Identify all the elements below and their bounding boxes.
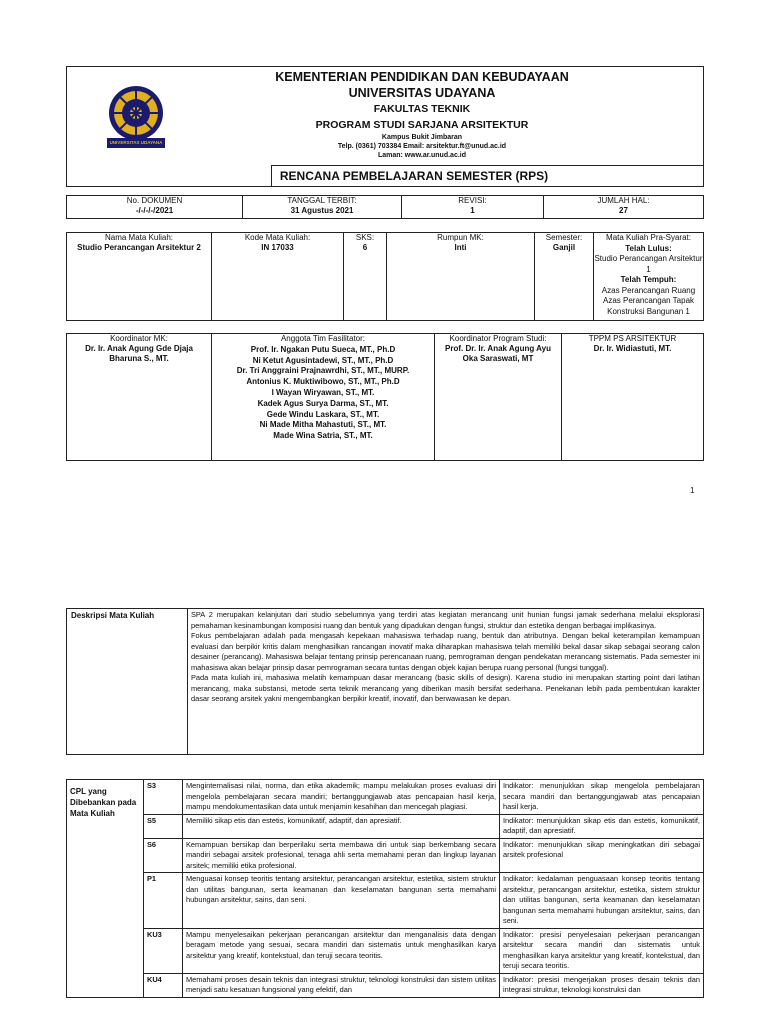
course-info-table <box>66 232 704 321</box>
facilitator-name: Prof. Ir. Ngakan Putu Sueca, MT., Ph.D <box>250 344 396 354</box>
doc-number-label: No. DOKUMEN <box>126 196 183 205</box>
cpl-description: Memahami proses desain teknis dan integrasi struktur, teknologi konstruksi dan sistem utilitas menjadi satu kesatuan fungsional yang efektif, dan <box>183 973 500 997</box>
facilitator-name: Made Wina Satria, ST., MT. <box>273 431 373 441</box>
facilitator-name: Gede Windu Laskara, ST., MT. <box>266 409 380 419</box>
logo-text: UNIVERSITAS UDAYANA <box>109 140 163 145</box>
cpl-indicator: Indikator: kedalaman penguasaan konsep teoritis tentang arsitektur, perancangan arsitektur, estetika, sistem struktur dan utilitas bangunan, serta keamanan dan keselamatan bangunan serta memahami hubungan arsitektur, sains, dan seni. <box>500 873 704 929</box>
taken-label: Telah Tempuh: <box>620 275 677 284</box>
cpl-indicator: Indikator: menunjukkan sikap etis dan estetis, komunikatif, adaptif, dan apresiatif. <box>500 814 704 838</box>
tppm-label: TPPM PS ARSITEKTUR <box>588 334 677 343</box>
description-label: Deskripsi Mata Kuliah <box>67 609 188 755</box>
sks-label: SKS: <box>355 233 375 242</box>
cpl-indicator: Indikator: presisi penyelesaian pekerjaan perancangan arsitektur secara mandiri dan sistematis untuk menghasilkan karya arsitektur yang kreatif, kontekstual, dan teruji secara teoritis. <box>500 928 704 973</box>
facilitator-name: Kadek Agus Surya Darma, ST., MT. <box>257 398 389 408</box>
cpl-description: Menginternalisasi nilai, norma, dan etika akademik; mampu melakukan proses evaluasi diri mengelola pembelajaran secara mandiri; bertanggungjawab atas pencapaian hasil kerja, mampu mendokumentasikan data untuk menjamin kesahihan dan mencegah plagiasi. <box>183 780 500 815</box>
issue-date-label: TANGGAL TERBIT: <box>287 196 357 205</box>
team-table <box>66 333 704 461</box>
course-group-value: Inti <box>454 243 467 252</box>
course-code-value: IN 17033 <box>261 243 294 252</box>
page-count-value: 27 <box>619 206 628 215</box>
cpl-description: Kemampuan bersikap dan berperilaku serta membawa diri untuk siap berkembang secara mandiri sebagai arsitek profesional, tenaga ahli serta memahami peran dan lingkup layanan arsitek; memiliki etika profesional. <box>183 838 500 873</box>
tppm-value: Dr. Ir. Widiastuti, MT. <box>593 344 672 353</box>
doc-number-value: -/-/-/-/2021 <box>135 206 174 215</box>
taken-item: Konstruksi Bangunan 1 <box>607 306 690 316</box>
revision-value: 1 <box>470 206 475 215</box>
cpl-description: Memiliki sikap etis dan estetis, komunikatif, adaptif, dan apresiatif. <box>183 814 500 838</box>
ministry-name: KEMENTERIAN PENDIDIKAN DAN KEBUDAYAAN <box>275 70 569 84</box>
campus-address: Kampus Bukit Jimbaran <box>381 134 463 141</box>
facilitator-name: I Wayan Wiryawan, ST., MT. <box>271 387 375 397</box>
cpl-table <box>66 779 704 998</box>
course-coordinator-label: Koordinator MK: <box>110 334 168 343</box>
passed-label: Telah Lulus: <box>625 243 672 253</box>
facilitator-name: Ni Made Mitha Mahastuti, ST., MT. <box>259 420 387 430</box>
cpl-description: Mampu menyelesaikan pekerjaan perancangan arsitektur dan menganalisis data dengan beragam metode yang sesuai, secara mandiri dan sistematis untuk menghasilkan karya arsitektur yang kreatif, kontekstual, dan teruji secara teoritis. <box>183 928 500 973</box>
sks-value: 6 <box>362 243 368 252</box>
course-code-label: Kode Mata Kuliah: <box>244 233 311 242</box>
cpl-code: KU4 <box>144 973 183 997</box>
program-coordinator-label: Koordinator Program Studi: <box>449 334 547 343</box>
passed-item: Studio Perancangan Arsitektur 1 <box>594 254 703 274</box>
program-name: PROGRAM STUDI SARJANA ARSITEKTUR <box>315 119 529 131</box>
logo-caption <box>107 138 165 148</box>
prerequisite-label: Mata Kuliah Pra-Syarat: <box>606 233 691 242</box>
faculty-name: FAKULTAS TEKNIK <box>373 103 471 115</box>
description-paragraph: SPA 2 merupakan kelanjutan dari studio sebelumnya yang terdiri atas kegiatan merancang unit hunian fungsi jamak sederhana melalui eksplorasi pemahaman kesinambungan komposisi ruang dan bentuk yang dipadukan dengan fungsi, struktur dan estetika dengan berbagai implikasinya. <box>191 610 700 630</box>
cpl-code: S5 <box>144 814 183 838</box>
cpl-code: S6 <box>144 838 183 873</box>
doc-info-table <box>66 195 704 219</box>
contact-info: Telp. (0361) 703384 Email: arsitektur.ft@unud.ac.id <box>337 143 507 150</box>
cpl-code: S3 <box>144 780 183 815</box>
cpl-label: CPL yang Dibebankan pada Mata Kuliah <box>67 780 144 998</box>
cpl-indicator: Indikator: menunjukkan sikap meningkatkan diri sebagai arsitek profesional <box>500 838 704 873</box>
description-table <box>66 608 704 755</box>
university-logo <box>101 83 171 151</box>
course-group-label: Rumpun MK: <box>437 233 484 242</box>
facilitator-name: Dr. Tri Anggraini Prajnawrdhi, ST., MT., MURP. <box>236 366 410 376</box>
page-count-label: JUMLAH HAL: <box>597 196 650 205</box>
issue-date-value: 31 Agustus 2021 <box>290 206 354 215</box>
cpl-code: KU3 <box>144 928 183 973</box>
taken-item: Azas Perancangan Ruang <box>601 285 696 295</box>
facilitators-label: Anggota Tim Fasilitator: <box>280 334 366 343</box>
taken-item: Azas Perancangan Tapak <box>602 296 695 305</box>
header-box <box>66 66 704 187</box>
facilitator-name: Antonius K. Muktiwibowo, ST., MT., Ph.D <box>246 377 400 387</box>
cpl-description: Menguasai konsep teoritis tentang arsitektur, perancangan arsitektur, estetika, sistem struktur dan utilitas bangunan, serta keamanan dan keselamatan bangunan serta memahami hubungan arsitektur, sains, dan seni. <box>183 873 500 929</box>
description-paragraph: Fokus pembelajaran adalah pada mengasah kepekaan mahasiswa terhadap ruang, bentuk dan atributnya. Dengan bekal keterampilan kemampuan evaluasi dan berpikir kritis dalam menghasilkan rancangan inovatif maka diharapkan mahasiswa telah memiliki bekal dasar sikap sebagai seorang calon desainer (perancang). Mahasiswa belajar tentang prinsip perencanaan ruang, pemrograman dengan pendekatan merancang sistematis. Pada semester ini mahasiswa akan belajar prinsip dasar pemrograman secara tuntas dengan objek kajian berupa ruang personal (fungsi tunggal). <box>191 631 700 672</box>
course-coordinator-value: Dr. Ir. Anak Agung Gde Djaja Bharuna S., MT. <box>85 344 193 363</box>
cpl-indicator: Indikator: presisi mengerjakan proses desain teknis dan integrasi struktur, teknologi konstruksi dan <box>500 973 704 997</box>
course-name-value: Studio Perancangan Arsitektur 2 <box>77 243 201 252</box>
page-number: 1 <box>690 486 695 495</box>
cpl-indicator: Indikator: menunjukkan sikap mengelola pembelajaran secara mandiri dan bertanggungjawab atas pencapaian hasil kerja. <box>500 780 704 815</box>
cpl-code: P1 <box>144 873 183 929</box>
revision-label: REVISI: <box>458 196 487 205</box>
title-divider-h <box>271 165 704 166</box>
semester-label: Semester: <box>545 233 583 242</box>
semester-value: Ganjil <box>552 243 576 252</box>
course-name-label: Nama Mata Kuliah: <box>104 233 174 242</box>
university-name: UNIVERSITAS UDAYANA <box>348 86 496 100</box>
document-title: RENCANA PEMBELAJARAN SEMESTER (RPS) <box>279 169 549 183</box>
program-coordinator-value: Prof. Dr. Ir. Anak Agung Ayu Oka Saraswati, MT <box>445 344 551 363</box>
website: Laman: www.ar.unud.ac.id <box>377 152 467 159</box>
facilitator-name: Ni Ketut Agusintadewi, ST., MT., Ph.D <box>252 355 394 365</box>
description-paragraph: Pada mata kuliah ini, mahasiwa melatih kemampuan dasar merancang (basic skills of design). Karena studio ini merupakan starting point dari latihan merancang, maka substansi, metode serta teknik merancang yang diberikan masih bersifat sederhana. Penekanan lebih pada pembentukan karakter dasar seorang arsitek yakni mengembangkan berpikir kreatif, inovatif, dan berwawasan ke depan. <box>191 673 700 703</box>
